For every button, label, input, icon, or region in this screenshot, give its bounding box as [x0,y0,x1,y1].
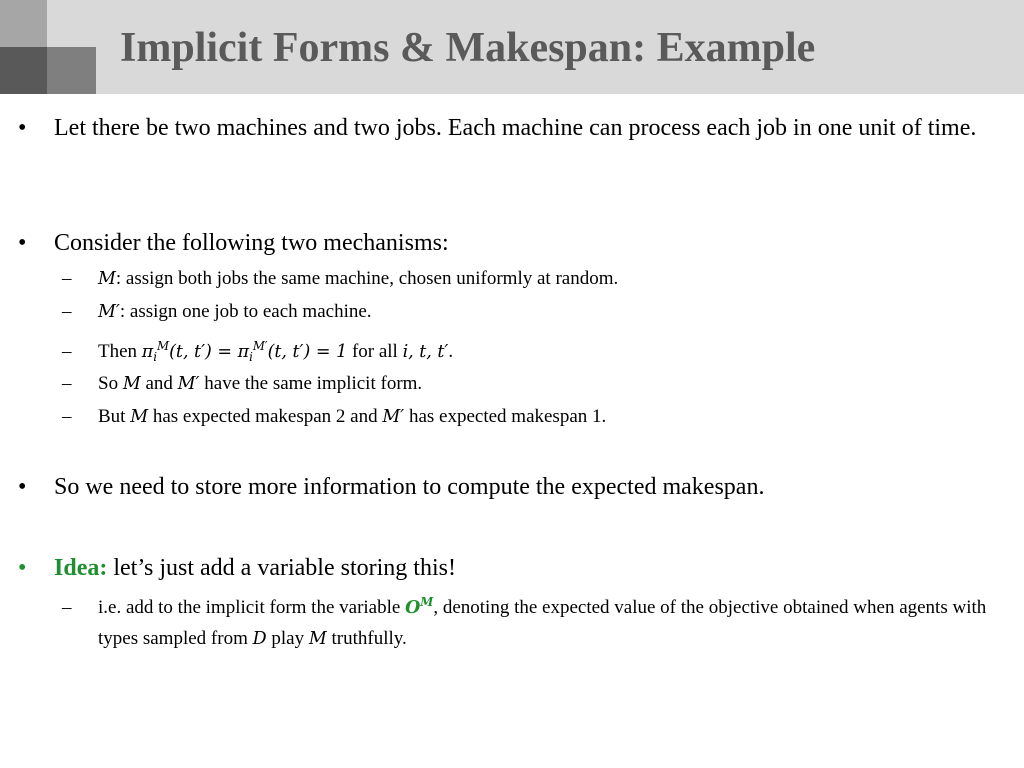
bullet-item [18,552,1018,585]
sub-bullet-text [98,264,1017,294]
math-symbol: O [405,598,421,618]
text-run: for all [347,341,403,362]
bullet-item [18,227,1018,260]
text-run: i.e. add to the implicit form the variable [98,597,406,618]
math-expression: (t, t′) = [169,342,238,362]
sub-bullet-marker: – [62,301,72,322]
bullet-text: So we need to store more information to compute the expected makespan. [54,474,765,500]
text-run: So [98,373,123,394]
text-run: : assign both jobs the same machine, chosen uniformly at random. [115,268,619,289]
text-run: play [266,628,309,649]
slide-title: Implicit Forms & Makespan: Example [120,25,816,71]
sub-bullet-item [62,264,1017,294]
sub-bullet-text [98,593,1017,654]
decorative-square [47,47,96,94]
bullet-item [18,112,1018,145]
bullet-text [54,552,1018,585]
decorative-square [0,47,47,94]
math-superscript: M [420,594,434,609]
text-run: But [98,406,131,427]
text-run: has expected makespan 2 and [148,406,383,427]
math-symbol: M [122,374,141,394]
decorative-square [0,0,47,47]
math-symbol: M [98,269,116,289]
bullet-marker: • [18,230,27,256]
text-run: let’s just add a variable storing this! [107,555,456,581]
bullet-marker: • [18,555,27,581]
title-bar [0,0,1024,94]
bullet-marker: • [18,474,27,500]
bullet-text: Consider the following two mechanisms: [54,230,449,256]
sub-bullet-item [62,593,1017,654]
math-symbol: M′ [177,374,200,394]
sub-bullet-text [98,337,1017,368]
math-symbol: M′ [98,302,120,322]
text-run: . [448,341,454,362]
sub-bullet-item [62,402,1017,432]
sub-bullet-marker: – [62,373,72,394]
text-run: and [140,373,178,394]
sub-bullet-item [62,337,1017,368]
sub-bullet-text [98,369,1017,399]
idea-label: Idea: [54,555,108,581]
sub-bullet-marker: – [62,341,72,362]
math-subscript: i [249,350,253,365]
math-symbol: π [141,342,154,362]
bullet-marker: • [18,115,27,141]
text-run: , denoting the expected value of the objective obtained when agents with types sampled from [98,597,987,649]
text-run: : assign one job to each machine. [119,301,372,322]
bullet-item [18,471,1018,504]
text-run: has expected makespan 1. [404,406,607,427]
math-expression: i, t, t′ [402,342,449,362]
sub-bullet-text [98,402,1017,432]
sub-bullet-item [62,369,1017,399]
math-subscript: i [153,350,158,365]
text-run: have the same implicit form. [199,373,423,394]
sub-bullet-marker: – [62,406,72,427]
math-superscript: M′ [252,338,268,353]
sub-bullet-marker: – [62,597,72,618]
sub-bullet-item [62,297,1017,327]
math-symbol: M [308,629,327,649]
bullet-text: Let there be two machines and two jobs. Each machine can process each job in one unit of time. [54,115,977,141]
math-symbol: M [130,407,149,427]
sub-bullet-text [98,297,1017,327]
text-run: truthfully. [326,628,407,649]
sub-bullet-marker: – [62,268,72,289]
math-superscript: M [157,338,170,353]
text-run: Then [98,341,142,362]
math-symbol: M′ [382,407,405,427]
math-symbol: D [252,629,267,649]
math-symbol: π [237,342,250,362]
math-expression: (t, t′) = 1 [267,342,348,362]
